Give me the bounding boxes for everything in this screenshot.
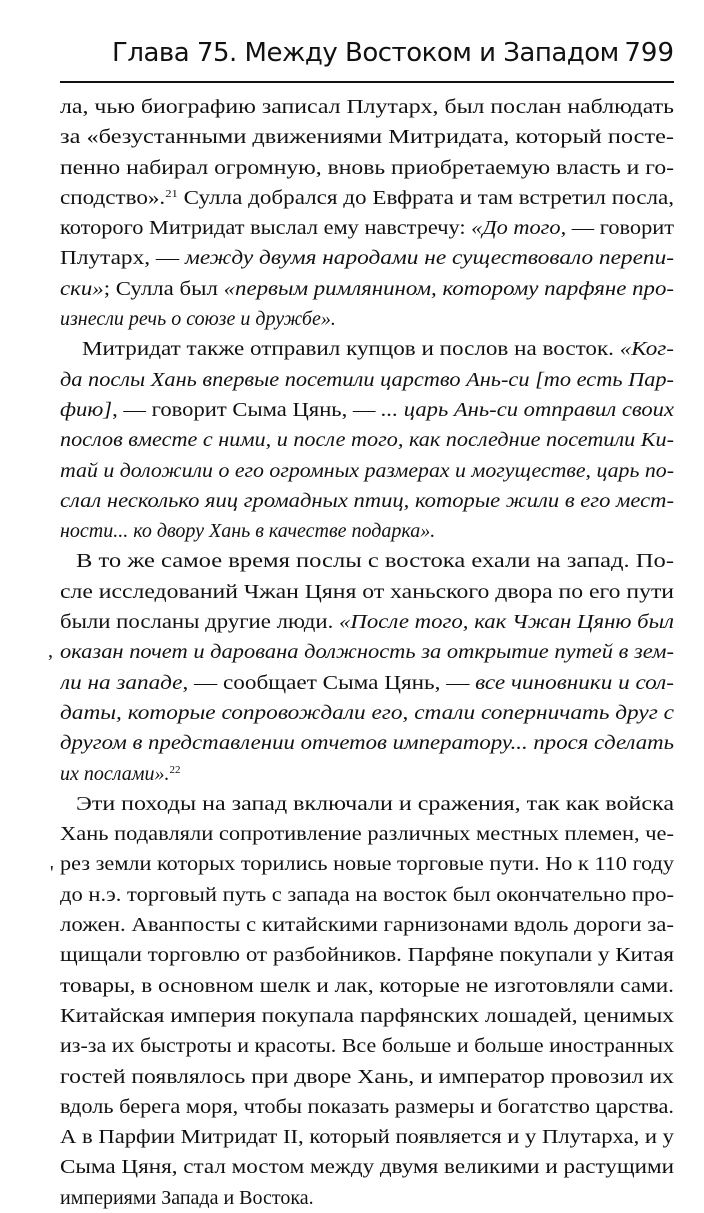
text-run: ; Сулла был xyxy=(103,277,224,300)
text-run: пенно набирал огромную, вновь приобретаемую власть и го- xyxy=(60,156,674,179)
text-run: ла, чью биографию записал Плутарх, был послан наблюдать xyxy=(60,96,674,118)
text-run: товары, в основном шелк и лак, которые не изготовляли сами. xyxy=(60,974,674,997)
text-run: В то же самое время послы с востока ехали на запад. По- xyxy=(76,550,674,573)
text-line xyxy=(60,940,674,970)
text-line xyxy=(60,759,674,789)
text-line xyxy=(60,365,674,395)
text-run: сподство». xyxy=(60,186,166,209)
italic-run: слал несколько яиц громадных птиц, которые жили в его мест- xyxy=(60,489,674,512)
text-run: гостей появлялось при дворе Хань, и император провозил их xyxy=(60,1065,674,1088)
running-header xyxy=(60,38,674,78)
italic-run: фию] xyxy=(60,398,113,421)
italic-run: их послами». xyxy=(60,762,170,785)
footnote-ref: 21 xyxy=(165,187,178,200)
italic-run: «До того, xyxy=(471,217,567,240)
text-line xyxy=(60,546,674,576)
text-run: из-за их быстроты и красоты. Все больше и больше иностранных xyxy=(60,1035,674,1058)
italic-run: ли на западе xyxy=(60,671,183,694)
text-line xyxy=(60,910,674,940)
text-line xyxy=(60,698,674,728)
text-line xyxy=(60,213,674,243)
text-run: вдоль берега моря, чтобы показать размеры и богатство царства. xyxy=(60,1095,674,1118)
header-rule xyxy=(60,81,674,83)
text-line xyxy=(60,1152,674,1182)
text-run: рез земли которых торились новые торговые пути. Но к 110 году xyxy=(60,853,674,876)
text-line xyxy=(60,456,674,486)
text-run: сле исследований Чжан Цяня от ханьского двора по его пути xyxy=(60,580,674,603)
text-line xyxy=(60,880,674,910)
text-run: , — сообщает Сыма Цянь, — xyxy=(182,671,476,694)
text-run: , — говорит Сыма Цянь, — xyxy=(112,398,382,421)
text-run: Китайская империя покупала парфянских лошадей, ценимых xyxy=(60,1004,674,1027)
italic-run: «После того, как Чжан Цяню был xyxy=(338,611,674,634)
text-line xyxy=(60,334,674,364)
text-line xyxy=(60,971,674,1001)
text-run: Эти походы на запад включали и сражения, так как войска xyxy=(76,792,674,815)
text-line xyxy=(60,486,674,516)
text-line xyxy=(60,1092,674,1122)
text-line xyxy=(60,637,674,667)
italic-run: да послы Хань впервые посетили царство Ань-си xyxy=(60,368,536,391)
text-line xyxy=(60,92,674,122)
text-run: А в Парфии Митридат II, который появляется и у Плутарха, и у xyxy=(60,1126,674,1149)
italic-run: ... царь Ань-си отправил своих xyxy=(381,398,674,421)
text-run: ложен. Аванпосты с китайскими гарнизонами вдоль дороги за- xyxy=(60,914,674,937)
italic-run: [то есть Пар- xyxy=(535,368,674,391)
italic-run: изнесли речь о союзе и дружбе». xyxy=(60,308,336,331)
text-line xyxy=(60,243,674,273)
body-text xyxy=(60,92,674,1213)
text-run: империями Запада и Востока. xyxy=(60,1186,314,1209)
text-run: Плутарх, — xyxy=(60,247,186,270)
text-line xyxy=(60,274,674,304)
text-line xyxy=(60,425,674,455)
italic-run: другом в представлении отчетов императору... прося сделать xyxy=(60,732,674,755)
text-line xyxy=(60,1031,674,1061)
text-run: щищали торговлю от разбойников. Парфяне покупали у Китая xyxy=(60,944,674,967)
text-run: — говорит xyxy=(566,217,674,240)
text-line xyxy=(60,728,674,758)
text-line xyxy=(60,183,674,213)
italic-run: даты, которые сопровождали его, стали соперничать друг с xyxy=(60,701,674,724)
text-line xyxy=(60,122,674,152)
text-run: до н.э. торговый путь с запада на восток был окончательно про- xyxy=(60,883,674,906)
italic-run: ски» xyxy=(60,277,104,300)
scan-mark: ' xyxy=(50,862,54,884)
chapter-title: Глава 75. Между Востоком и Западом xyxy=(112,38,619,68)
text-run: были посланы другие люди. xyxy=(60,611,339,634)
text-line xyxy=(60,1001,674,1031)
text-line xyxy=(60,607,674,637)
text-line xyxy=(60,668,674,698)
text-line xyxy=(60,153,674,183)
text-line xyxy=(60,849,674,879)
page-number: 799 xyxy=(624,38,674,68)
italic-run: тай и доложили о его огромных размерах и могуществе, царь по- xyxy=(60,459,674,482)
italic-run: послов вместе с ними, и после того, как последние посетили Ки- xyxy=(60,429,674,452)
text-run: Хань подавляли сопротивление различных местных племен, че- xyxy=(60,823,674,846)
italic-run: ности... ко двору Хань в качестве подарка». xyxy=(60,520,436,543)
text-run: Сулла добрался до Евфрата и там встретил посла, xyxy=(177,186,674,209)
text-line xyxy=(60,1183,674,1213)
text-run: которого Митридат выслал ему навстречу: xyxy=(60,217,472,240)
text-line xyxy=(60,789,674,819)
text-run: Митридат также отправил купцов и послов на восток. xyxy=(82,338,620,361)
scan-mark: , xyxy=(48,640,53,662)
text-line xyxy=(60,516,674,546)
text-run: за «безустанными движениями Митридата, который посте- xyxy=(60,126,674,149)
italic-run: оказан почет и дарована должность за открытие путей в зем- xyxy=(60,641,674,664)
text-line xyxy=(60,1062,674,1092)
italic-run: все чиновники и сол- xyxy=(475,671,674,694)
footnote-ref: 22 xyxy=(169,763,181,776)
text-run: Сыма Цяня, стал мостом между двумя великими и растущими xyxy=(60,1156,674,1179)
text-line xyxy=(60,395,674,425)
italic-run: «первым римлянином, которому парфяне про- xyxy=(223,277,674,300)
text-line xyxy=(60,1122,674,1152)
italic-run: «Ког- xyxy=(619,338,674,361)
text-line xyxy=(60,304,674,334)
text-line xyxy=(60,819,674,849)
text-line xyxy=(60,577,674,607)
italic-run: между двумя народами не существовало перепи- xyxy=(185,247,674,270)
